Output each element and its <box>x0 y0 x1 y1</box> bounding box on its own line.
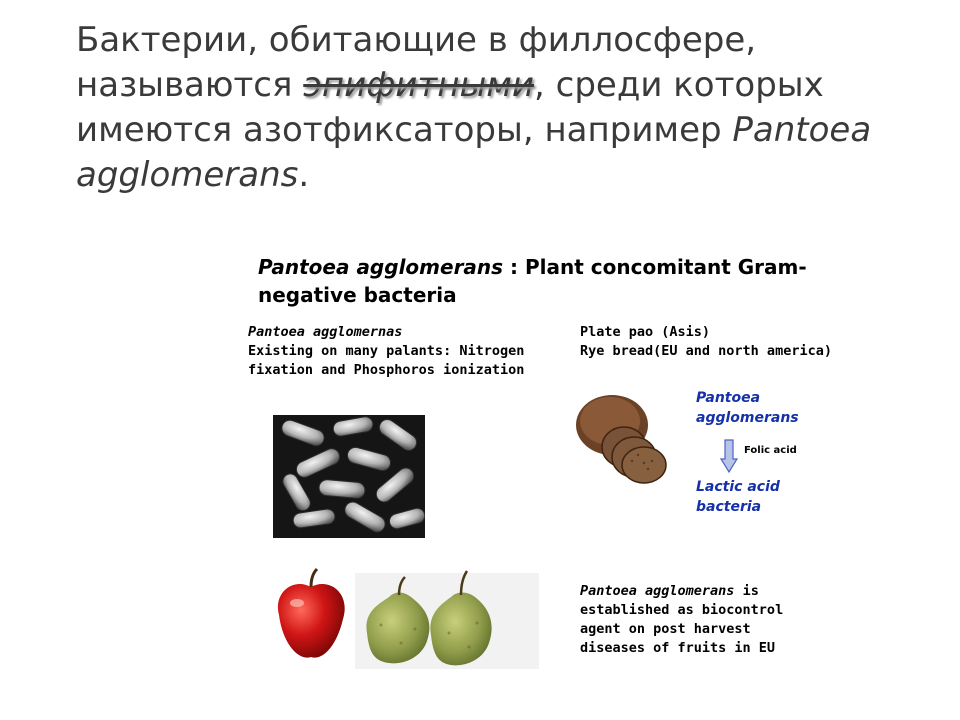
heading-species-epithet: agglomerans <box>76 155 299 195</box>
figure-title-species: Pantoea agglomerans <box>258 255 504 279</box>
flow-target-line: bacteria <box>696 499 762 515</box>
heading-text: , среди которых <box>534 65 824 105</box>
heading-line-1: Бактерии, обитающие в филлосфере, <box>76 20 757 60</box>
left-note <box>248 323 578 380</box>
flow-source-line: Pantoea <box>696 390 761 406</box>
flow-source-line: agglomerans <box>696 410 799 426</box>
rye-bread-image <box>572 385 670 485</box>
bottom-note-text: is <box>734 583 759 599</box>
left-note-line: Existing on many palants: Nitrogen <box>248 343 525 359</box>
right-note-line: Plate pao (Asis) <box>580 324 711 340</box>
heading-term-epiphytic: эпифитными <box>303 65 535 105</box>
right-note-line: Rye bread(EU and north america) <box>580 343 832 359</box>
heading-species-genus: Pantoea <box>732 110 872 150</box>
bottom-note-line: diseases of fruits in EU <box>580 640 776 656</box>
left-note-line: Pantoea agglomernas <box>248 324 403 340</box>
flow-target <box>696 477 780 517</box>
heading-text: называются <box>76 65 304 105</box>
bottom-note <box>580 582 850 658</box>
heading-line-2 <box>76 63 896 108</box>
right-note <box>580 323 850 361</box>
left-note-line: fixation and Phosphoros ionization <box>248 362 525 378</box>
arrow-down-icon <box>720 439 738 477</box>
bottom-note-line: agent on post harvest <box>580 621 751 637</box>
bacteria-micrograph-image <box>273 415 425 538</box>
flow-via-label: Folic acid <box>744 445 797 456</box>
flow-source <box>696 388 799 428</box>
heading-text: . <box>298 155 310 195</box>
figure-title-text: : Plant concomitant Gram- <box>503 255 807 279</box>
pantoea-figure <box>246 245 846 675</box>
flow-target-line: Lactic acid <box>696 479 780 495</box>
slide-heading <box>76 18 896 198</box>
heading-line-3 <box>76 108 896 153</box>
bottom-note-line: established as biocontrol <box>580 602 784 618</box>
figure-title-line-2: negative bacteria <box>258 283 457 307</box>
bottom-note-species: Pantoea agglomerans <box>580 583 735 599</box>
apple-and-pears-image <box>271 563 541 671</box>
heading-text: имеются азотфиксаторы, например <box>76 110 733 150</box>
heading-line-4 <box>76 153 896 198</box>
figure-title <box>258 253 838 309</box>
